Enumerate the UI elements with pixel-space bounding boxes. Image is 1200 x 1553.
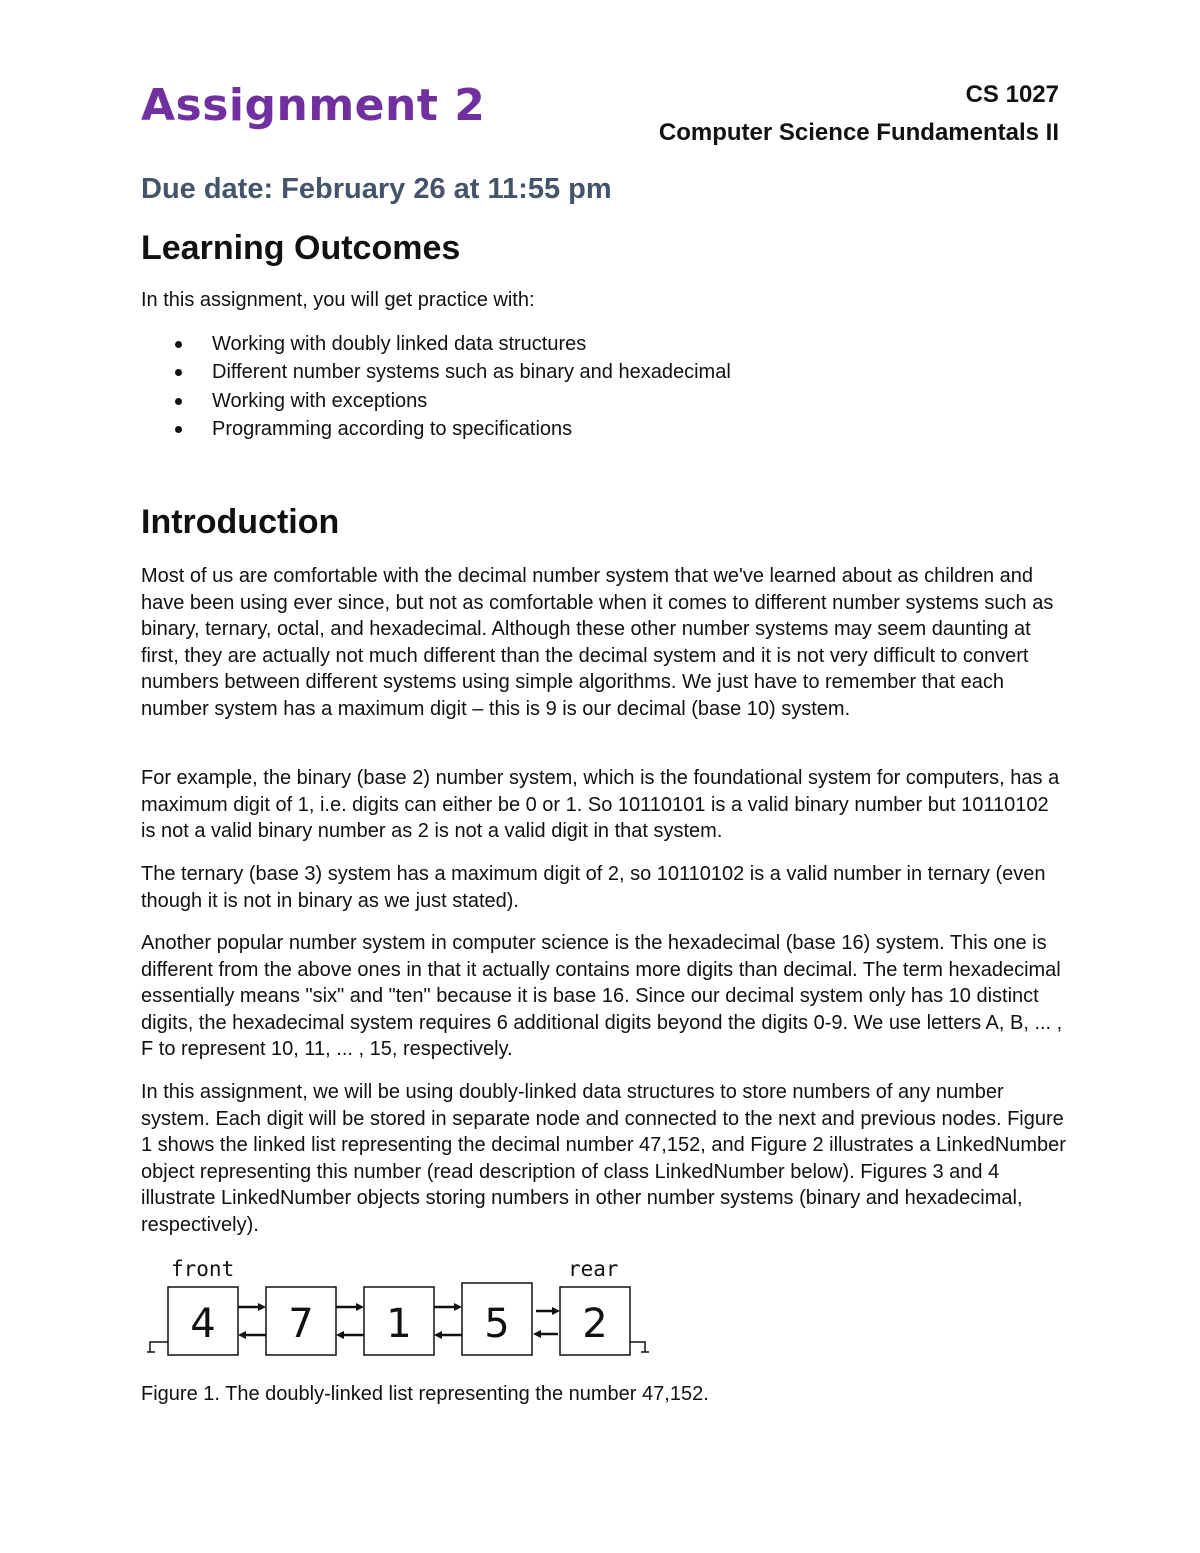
link-arrow-pair [238, 1303, 266, 1339]
link-arrow-pair [533, 1307, 560, 1338]
link-arrow-pair [336, 1303, 364, 1339]
null-terminator-right [630, 1342, 649, 1352]
course-info [659, 76, 1059, 152]
bullet-icon [175, 369, 182, 376]
list-item-text: Working with doubly linked data structures [212, 333, 587, 355]
node-digit: 7 [288, 1301, 314, 1347]
intro-paragraph: In this assignment, we will be using doubly-linked data structures to store numbers of any number system. Each digit will be stored in separate node and connected to the next and previous nodes. Figure 1 shows the linked list representing the decimal number 47,152, and Figure 2 illustrates a LinkedNumber object representing this number (read description of class LinkedNumber below). Figures 3 and 4 illustrate LinkedNumber objects storing numbers in other number systems (binary and hexadecimal, respectively). [141, 1081, 1066, 1236]
learning-outcomes-lead: In this assignment, you will get practice with: [141, 289, 535, 311]
list-item [141, 387, 1041, 415]
intro-paragraph: For example, the binary (base 2) number system, which is the foundational system for computers, has a maximum digit of 1, i.e. digits can either be 0 or 1. So 10110101 is a valid binary number but 10110102 is not a valid binary number as 2 is not a valid digit in that system. [141, 767, 1060, 843]
list-item [141, 330, 1041, 358]
node-digit: 1 [386, 1301, 412, 1347]
node-digit: 5 [484, 1301, 510, 1347]
intro-paragraph: The ternary (base 3) system has a maximum digit of 2, so 10110102 is a valid number in ternary (even though it is not in binary as we just stated). [141, 863, 1046, 912]
rear-label: rear [568, 1257, 619, 1281]
list-item-text: Different number systems such as binary and hexadecimal [212, 361, 731, 384]
linked-list-figure [140, 1255, 660, 1370]
bullet-icon [175, 426, 182, 433]
bullet-icon [175, 341, 182, 348]
list-item-text: Working with exceptions [212, 389, 428, 412]
null-terminator-left [147, 1342, 168, 1352]
list-item [141, 358, 1041, 386]
list-item [141, 415, 1041, 443]
intro-paragraph: Most of us are comfortable with the decimal number system that we've learned about as children and have been using ever since, but not as comfortable when it comes to different number systems such as binary, ternary, octal, and hexadecimal. Although these other number systems may seem daunting at first, they are actually not much different than the decimal system and it is not very difficult to convert numbers between different systems using simple algorithms. We just have to remember that each number system has a maximum digit – this is 9 is our decimal (base 10) system. [141, 565, 1054, 720]
figure-caption: Figure 1. The doubly-linked list representing the number 47,152. [141, 1383, 709, 1405]
front-label: front [171, 1257, 235, 1281]
course-code: CS 1027 [965, 81, 1059, 108]
link-arrow-pair [434, 1303, 462, 1339]
node-digit: 4 [190, 1301, 216, 1347]
list-item-text: Programming according to specifications [212, 417, 573, 440]
bullet-icon [175, 398, 182, 405]
learning-outcomes-list [141, 330, 1041, 443]
introduction-heading: Introduction [141, 503, 340, 541]
assignment-title: Assignment 2 [141, 80, 486, 131]
node-digit: 2 [582, 1301, 608, 1347]
due-date: Due date: February 26 at 11:55 pm [141, 173, 612, 205]
course-name: Computer Science Fundamentals II [658, 119, 1059, 146]
intro-paragraph: Another popular number system in computer science is the hexadecimal (base 16) system. This one is different from the above ones in that it actually contains more digits than decimal. The term hexadecimal essentially means "six" and "ten" because it is base 16. Since our decimal system only has 10 distinct digits, the hexadecimal system requires 6 additional digits beyond the digits 0-9. We use letters A, B, ... , F to represent 10, 11, ... , 15, respectively. [141, 932, 1063, 1061]
learning-outcomes-heading: Learning Outcomes [141, 229, 461, 267]
